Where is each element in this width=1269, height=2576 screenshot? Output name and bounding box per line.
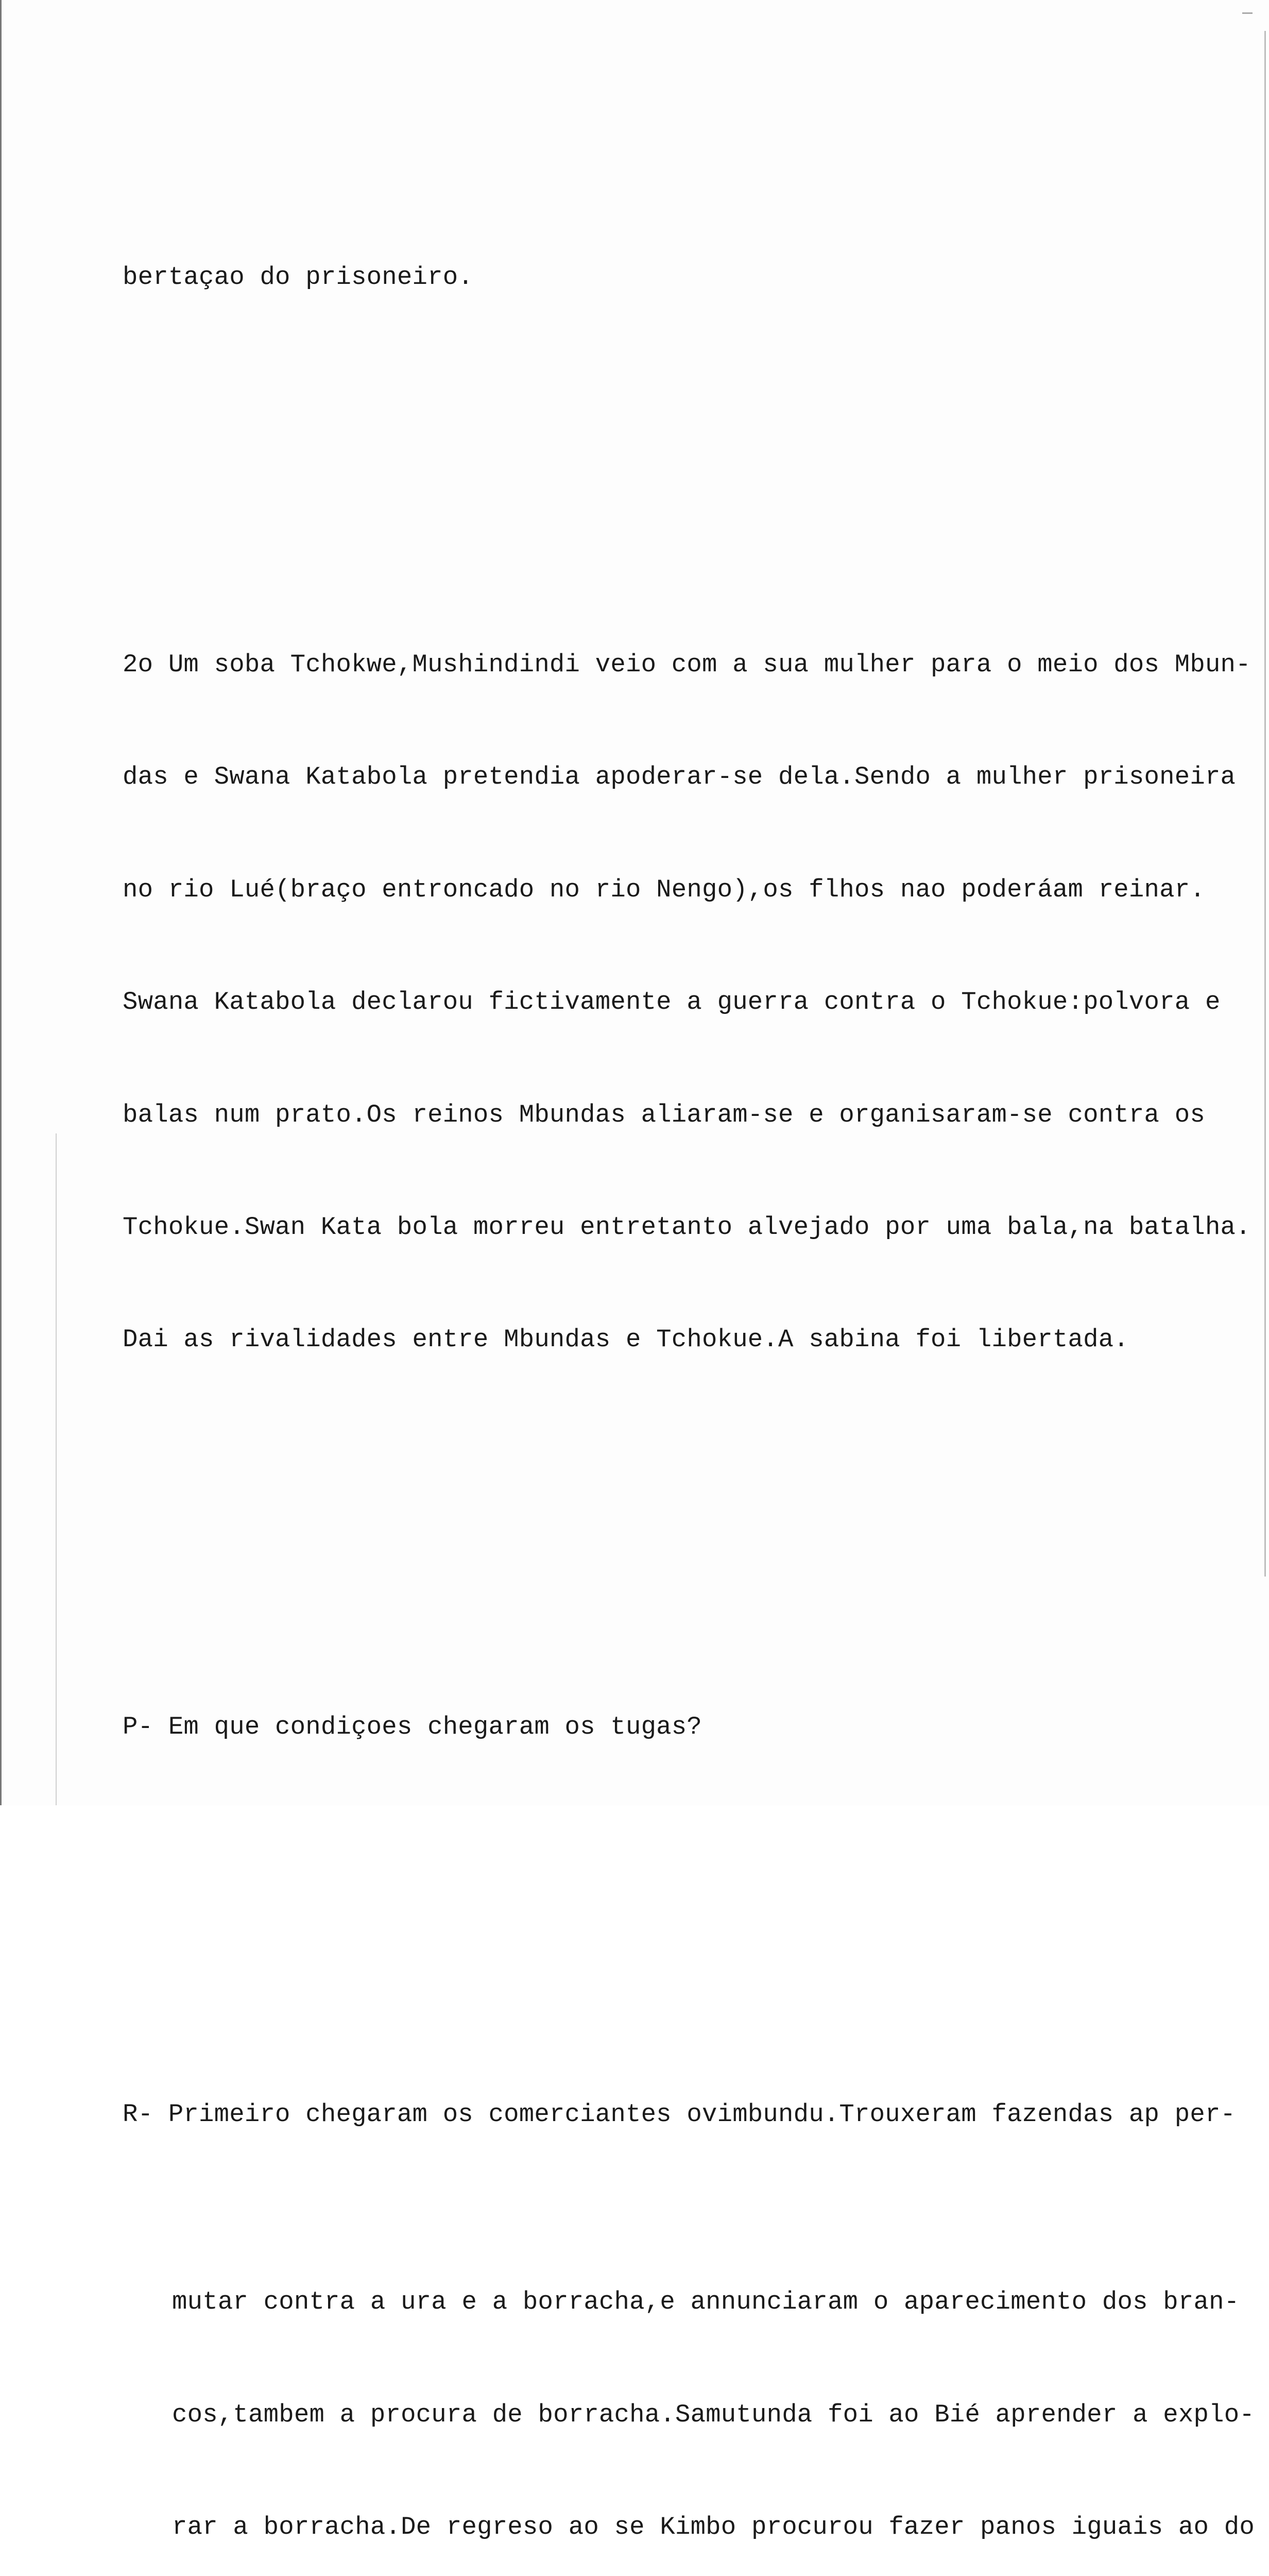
text-line: bertaçao do prisoneiro.: [123, 262, 473, 292]
paragraph-mbunda-tchokwe: [123, 571, 1253, 1433]
page-left-edge: [0, 0, 2, 1805]
question: [123, 1634, 1253, 1821]
paragraph-intro: [123, 183, 1253, 371]
question-line: P- Em que condiçoes chegaram os tugas?: [123, 1713, 702, 1742]
text-line: 2o Um soba Tchokwe,Mushindindi veio com a sua mulher para o meio dos Mbun-: [123, 650, 1251, 679]
text-line: balas num prato.Os reinos Mbundas aliaram-se e organisaram-se contra os: [123, 1100, 1205, 1129]
paragraph-gap: [123, 1896, 1253, 1908]
paragraph-gap: [123, 446, 1253, 459]
text-line: das e Swana Katabola pretendia apoderar-se dela.Sendo a mulher prisoneira: [123, 762, 1236, 792]
scan-mark: [1242, 12, 1253, 14]
answer-first-line: R- Primeiro chegaram os comerciantes ovimbundu.Trouxeram fazendas ap per-: [123, 2100, 1236, 2129]
text-line: Tchokue.Swan Kata bola morreu entretanto alvejado por uma bala,na batalha.: [123, 1212, 1251, 1242]
text-line: Dai as rivalidades entre Mbundas e Tchokue.A sabina foi libertada.: [123, 1325, 1129, 1354]
page-left-shadow: [56, 1133, 57, 1805]
typewritten-text: [123, 71, 1253, 2576]
answer-body: [123, 2209, 1253, 2576]
paragraph-gap: [123, 1509, 1253, 1521]
text-line: cos,tambem a procura de borracha.Samutunda foi ao Bié aprender a explo-: [172, 2400, 1255, 2429]
text-line: mutar contra a ura e a borracha,e annunciaram o aparecimento dos bran-: [172, 2287, 1240, 2317]
page-right-edge: [1264, 31, 1266, 1577]
text-line: Swana Katabola declarou fictivamente a guerra contra o Tchokue:polvora e: [123, 988, 1221, 1017]
text-line: no rio Lué(braço entroncado no rio Nengo),os flhos nao poderáam reinar.: [123, 875, 1205, 904]
answer: [123, 2021, 1253, 2576]
text-line: rar a borracha.De regreso ao se Kimbo procurou fazer panos iguais ao do: [172, 2513, 1255, 2541]
